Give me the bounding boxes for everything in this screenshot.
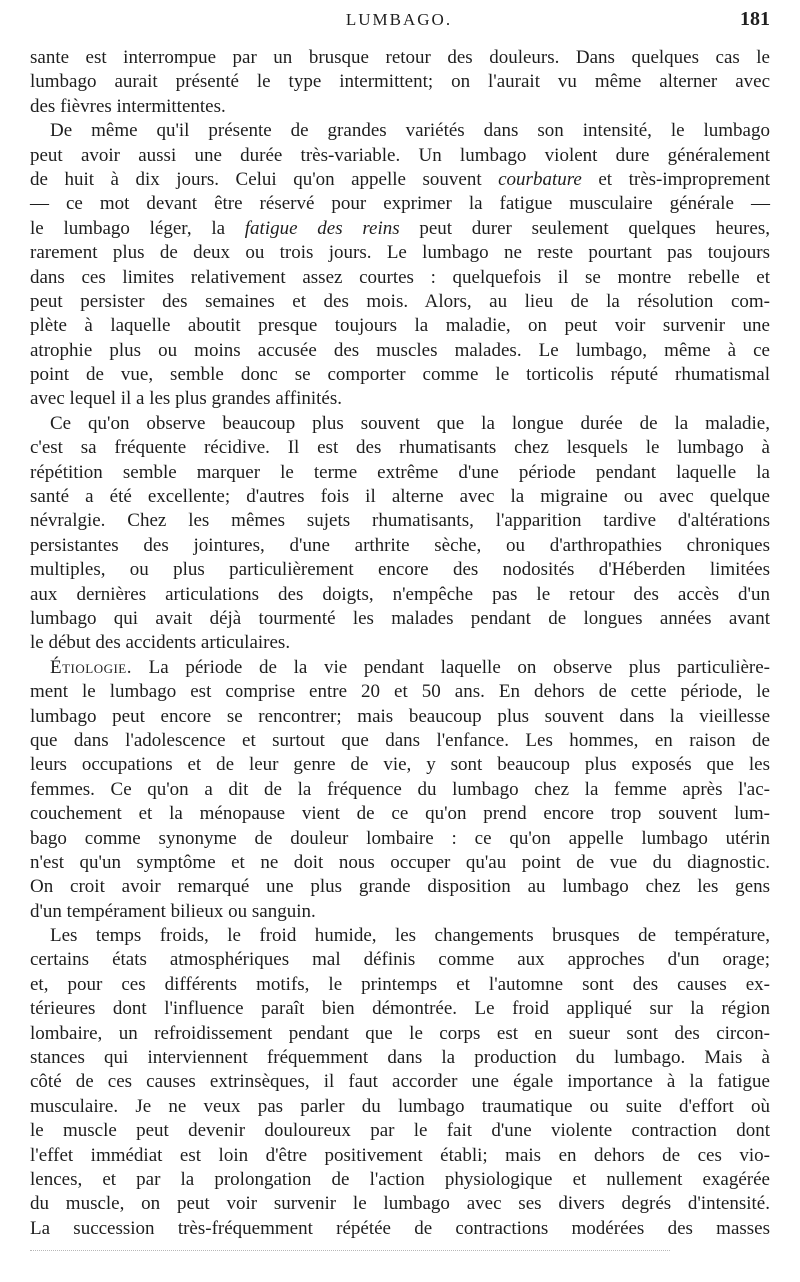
text-line: peut persister des semaines et des mois. Alors, au lieu de la résolution com- [30, 290, 770, 312]
footer-dotted-rule [30, 1250, 670, 1251]
text-line: dans ces limites relativement assez courtes : quelquefois il se montre rebelle et [30, 266, 770, 288]
text-line: certains états atmosphériques mal définis comme aux approches d'un orage; [30, 949, 770, 971]
text-line: Ce qu'on observe beaucoup plus souvent que la longue durée de la maladie, [50, 412, 770, 434]
text-line: De même qu'il présente de grandes variétés dans son intensité, le lumbago [50, 120, 770, 142]
text-line: lumbago peut encore se rencontrer; mais beaucoup plus souvent dans la vieillesse [30, 705, 770, 727]
text-line: leurs occupations et de leur genre de vie, y sont beaucoup plus exposés que les [30, 754, 770, 776]
text-line: lumbago aurait présenté le type intermittent; on l'aurait vu même alterner avec [30, 71, 770, 93]
text-line: On croit avoir remarqué une plus grande disposition au lumbago chez les gens [30, 876, 770, 898]
text-line: ment le lumbago est comprise entre 20 et 50 ans. En dehors de cette période, le [30, 681, 770, 703]
text-line: Étiologie. La période de la vie pendant laquelle on observe plus particulière- [50, 656, 770, 678]
text-line: n'est qu'un symptôme et ne doit nous occuper qu'au point de vue du diagnostic. [30, 851, 770, 873]
text-line: lumbago qui avait déjà tourmenté les malades pendant de longues années avant [30, 607, 770, 629]
text-line: et, pour ces différents motifs, le printemps et l'automne sont des causes ex- [30, 973, 770, 995]
text-line: rarement plus de deux ou trois jours. Le lumbago ne reste pourtant pas toujours [30, 242, 770, 264]
text-line: multiples, ou plus particulièrement encore des nodosités d'Héberden limitées [30, 559, 770, 581]
text-line: musculaire. Je ne veux pas parler du lumbago traumatique ou suite d'effort où [30, 1095, 770, 1117]
text-line: du muscle, on peut voir survenir le lumbago avec ses divers degrés d'intensité. [30, 1193, 770, 1215]
text-line: le muscle peut devenir douloureux par le fait d'une violente contraction dont [30, 1120, 770, 1142]
text-line: bago comme synonyme de douleur lombaire : ce qu'on appelle lumbago utérin [30, 827, 770, 849]
text-line: côté de ces causes extrinsèques, il faut accorder une égale importance à la fatigue [30, 1071, 770, 1093]
text-line: répétition semble marquer le terme extrême d'une période pendant laquelle la [30, 461, 770, 483]
text-line: plète à laquelle aboutit presque toujours la maladie, on peut voir survenir une [30, 315, 770, 337]
text-line: le début des accidents articulaires. [30, 632, 291, 654]
text-line: aux dernières articulations des doigts, n'empêche pas le retour des accès d'un [30, 583, 770, 605]
text-line: de huit à dix jours. Celui qu'on appelle souvent courbature et très-improprement [30, 168, 770, 190]
text-line: avec lequel il a les plus grandes affinités. [30, 388, 342, 410]
page-header [28, 4, 770, 38]
text-line: que dans l'adolescence et surtout que dans l'enfance. Les hommes, en raison de [30, 729, 770, 751]
text-line: lombaire, un refroidissement pendant que le corps est en sueur sont des circon- [30, 1022, 770, 1044]
section-heading: Étiologie. [50, 656, 133, 678]
page-number: 181 [740, 8, 770, 30]
text-line: atrophie plus ou moins accusée des muscles malades. Le lumbago, même à ce [30, 339, 770, 361]
text-line: Les temps froids, le froid humide, les changements brusques de température, [50, 925, 770, 947]
text-line: térieures dont l'influence paraît bien démontrée. Le froid appliqué sur la région [30, 998, 770, 1020]
text-line: — ce mot devant être réservé pour exprimer la fatigue musculaire générale — [30, 193, 770, 215]
text-line: persistantes des jointures, d'une arthrite sèche, ou d'arthropathies chroniques [30, 534, 770, 556]
text-line: femmes. Ce qu'on a dit de la fréquence du lumbago chez la femme après l'ac- [30, 778, 770, 800]
emphasis: fatigue des reins [244, 217, 400, 239]
text-line: couchement et la ménopause vient de ce qu'on prend encore trop souvent lum- [30, 803, 770, 825]
emphasis: courbature [498, 168, 582, 190]
text-line: des fièvres intermittentes. [30, 95, 226, 117]
text-line: santé a été excellente; d'autres fois il alterne avec la migraine ou avec quelque [30, 486, 770, 508]
text-line: peut avoir aussi une durée très-variable. Un lumbago violent dure généralement [30, 144, 770, 166]
text-line: le lumbago léger, la fatigue des reins peut durer seulement quelques heures, [30, 217, 770, 239]
text-line: La succession très-fréquemment répétée de contractions modérées des masses [30, 1217, 770, 1239]
text-line: lences, et par la prolongation de l'action physiologique et nullement exagérée [30, 1168, 770, 1190]
running-title: LUMBAGO. [345, 10, 453, 29]
text-line: sante est interrompue par un brusque retour des douleurs. Dans quelques cas le [30, 47, 770, 68]
body-text [30, 46, 770, 1241]
text-line: d'un tempérament bilieux ou sanguin. [30, 900, 316, 922]
text-line: l'effet immédiat est loin d'être positivement établi; mais en dehors de ces vio- [30, 1144, 770, 1166]
text-line: point de vue, semble donc se comporter comme le torticolis réputé rhumatismal [30, 364, 770, 386]
text-line: c'est sa fréquente récidive. Il est des rhumatisants chez lesquels le lumbago à [30, 437, 770, 459]
text-line: stances qui interviennent fréquemment dans la production du lumbago. Mais à [30, 1047, 770, 1069]
text-line: névralgie. Chez les mêmes sujets rhumatisants, l'apparition tardive d'altérations [30, 510, 770, 532]
